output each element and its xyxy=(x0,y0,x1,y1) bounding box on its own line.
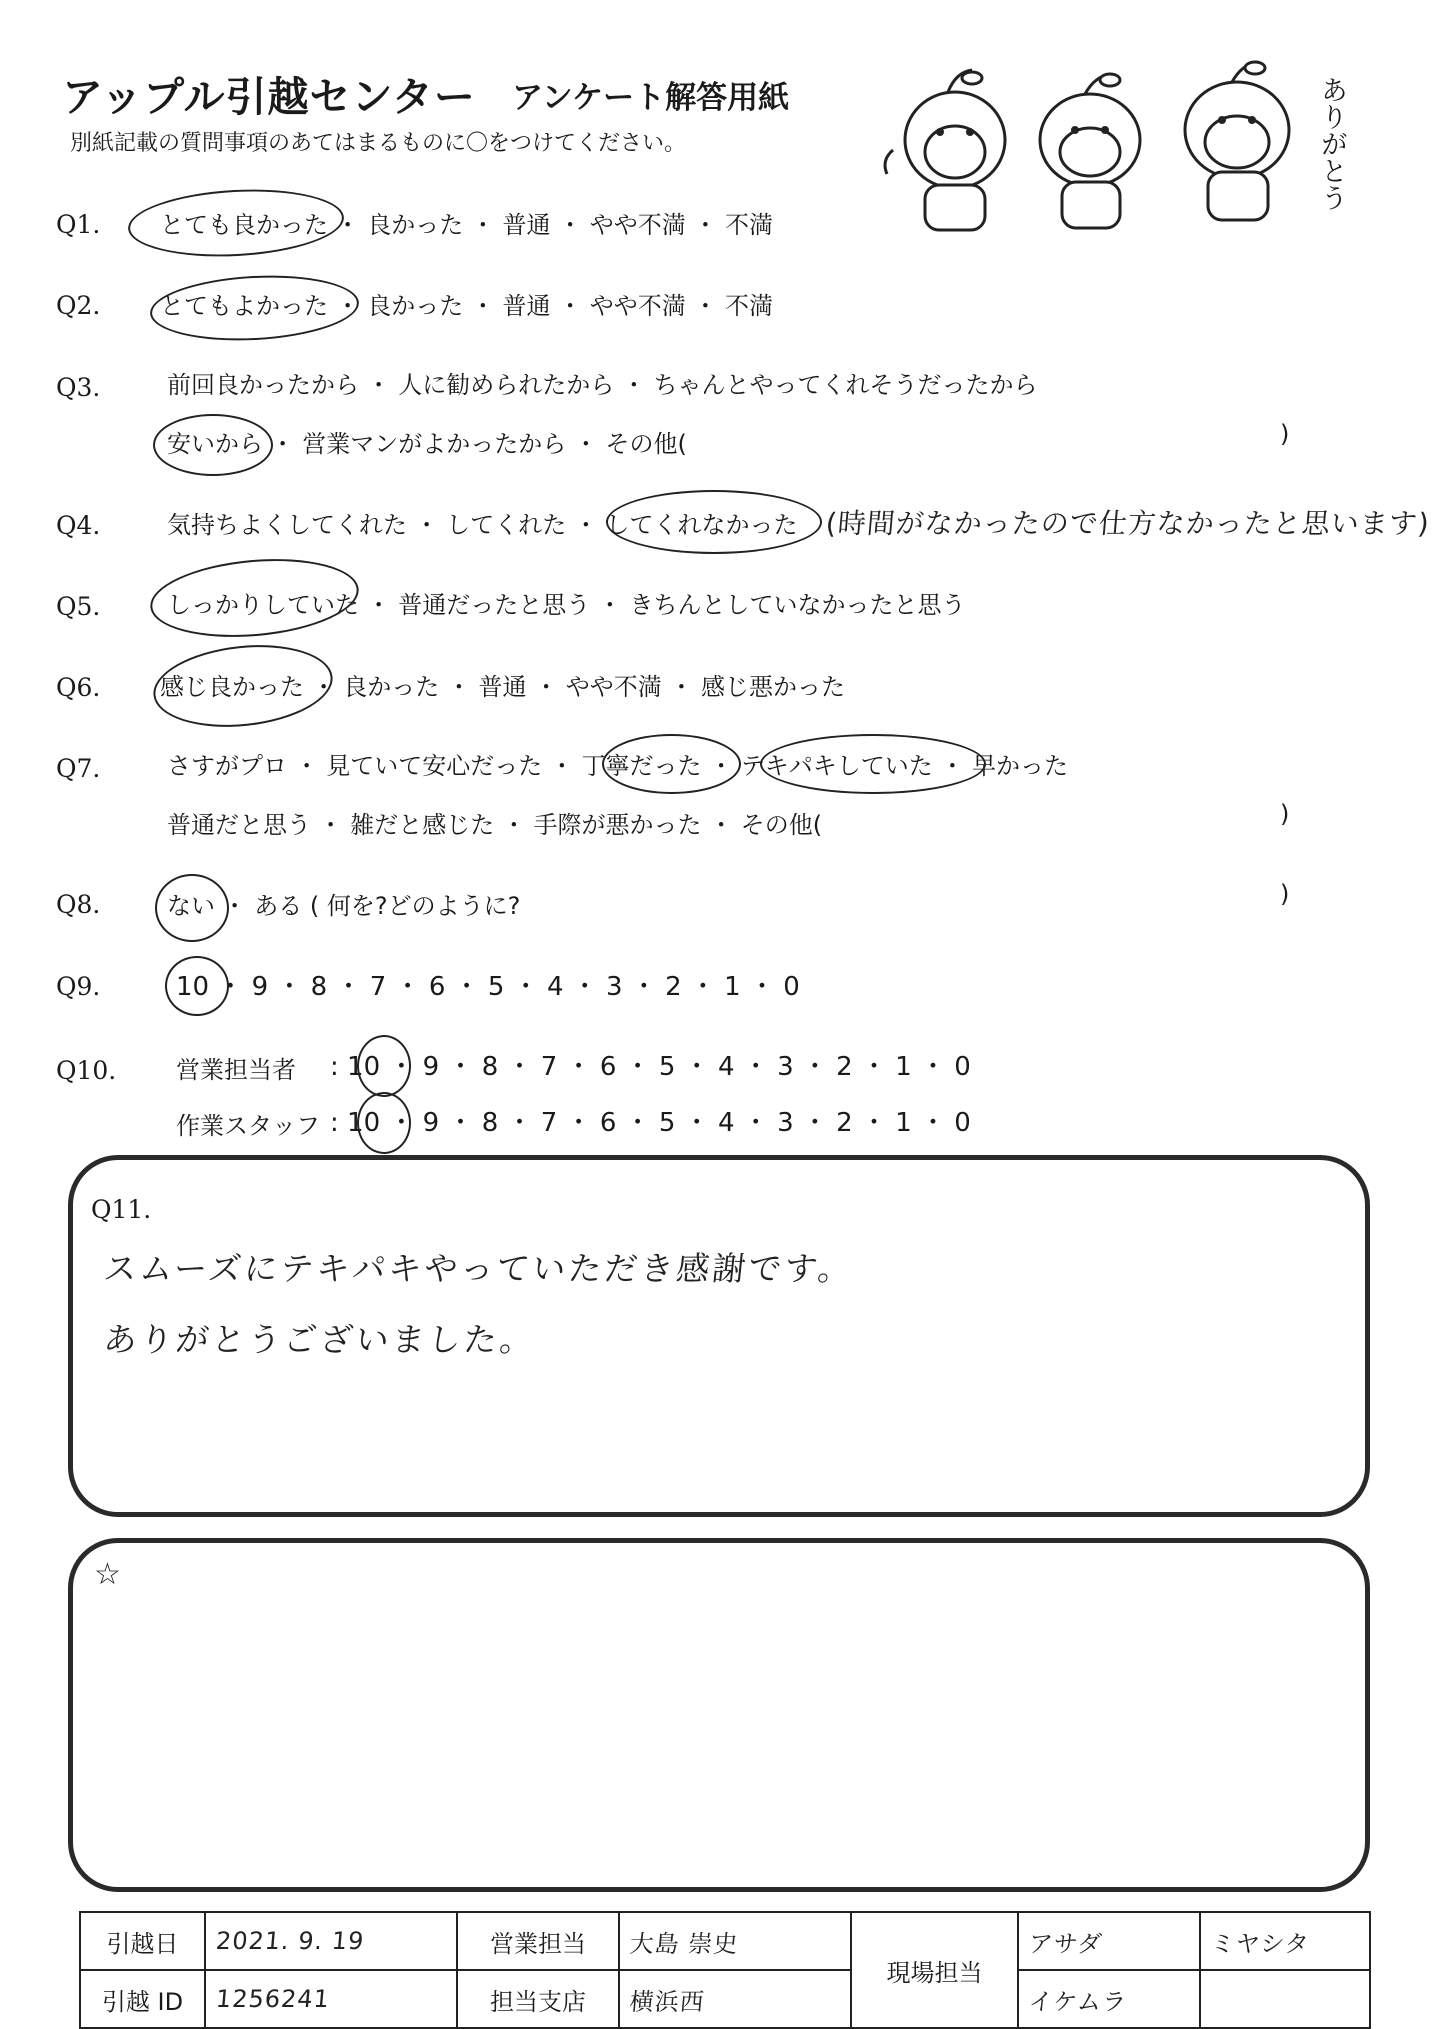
q2-label: Q2. xyxy=(56,291,101,320)
q3-label: Q3. xyxy=(56,373,101,402)
q8-selection-circle xyxy=(155,874,229,942)
site-staff-2: ミヤシタ xyxy=(1197,1912,1372,1970)
q10-label: Q10. xyxy=(56,1056,117,1085)
instruction-text: 別紙記載の質問事項のあてはまるものに〇をつけてください。 xyxy=(70,131,687,156)
q2-selection-circle xyxy=(148,271,360,346)
q10-sales-selection-circle xyxy=(357,1035,411,1097)
company-title: アップル引越センター xyxy=(62,73,476,121)
q5-selection-circle xyxy=(147,551,362,645)
q4-label: Q4. xyxy=(56,511,101,540)
branch-value: 横浜西 xyxy=(616,1970,853,2028)
thanks-text: ありがとう xyxy=(1316,76,1347,211)
branch-label: 担当支店 xyxy=(457,1970,619,2028)
q4-options[interactable]: 気持ちよくしてくれた ・ してくれた ・ してくれなかった xyxy=(167,511,798,539)
q7-selection-circle-polite xyxy=(602,734,741,794)
star-notes-box xyxy=(68,1538,1370,1892)
q10-staff-scale[interactable]: : 10 ・ 9 ・ 8 ・ 7 ・ 6 ・ 5 ・ 4 ・ 3 ・ 2 ・ 1 ・ 0 xyxy=(330,1108,971,1138)
q9-scale[interactable]: 10 ・ 9 ・ 8 ・ 7 ・ 6 ・ 5 ・ 4 ・ 3 ・ 2 ・ 1 ・ 0 xyxy=(176,972,800,1002)
form-subtitle: アンケート解答用紙 xyxy=(512,80,790,116)
q8-close-paren: ) xyxy=(1280,880,1290,908)
q7-options-line2[interactable]: 普通だと思う ・ 雑だと感じた ・ 手際が悪かった ・ その他( xyxy=(167,811,823,839)
q6-selection-circle xyxy=(149,637,336,735)
star-icon: ☆ xyxy=(94,1557,121,1592)
q7-selection-circle-brisk xyxy=(760,734,986,794)
sales-rep-label: 営業担当 xyxy=(457,1912,619,1970)
q9-label: Q9. xyxy=(56,972,101,1001)
move-date-label: 引越日 xyxy=(80,1912,205,1970)
q7-close-paren: ) xyxy=(1280,800,1290,828)
q6-label: Q6. xyxy=(56,673,101,702)
q6-options[interactable]: 感じ良かった ・ 良かった ・ 普通 ・ やや不満 ・ 感じ悪かった xyxy=(160,673,846,701)
sales-rep-value: 大島 崇史 xyxy=(616,1912,853,1970)
footer-info-table xyxy=(79,1911,1371,2029)
q3-close-paren: ) xyxy=(1280,420,1290,448)
q3-selection-circle xyxy=(153,414,273,476)
site-staff-3: イケムラ xyxy=(1015,1970,1202,2028)
q11-comment-line2: ありがとうございました。 xyxy=(101,1320,538,1359)
q1-options[interactable]: とても良かった ・ 良かった ・ 普通 ・ やや不満 ・ 不満 xyxy=(160,211,774,239)
q11-label: Q11. xyxy=(91,1195,152,1224)
q10-sales-label: 営業担当者 xyxy=(176,1056,296,1084)
q4-handwritten-note: (時間がなかったので仕方なかったと思います) xyxy=(824,507,1432,540)
q4-selection-circle xyxy=(606,490,822,554)
q8-label: Q8. xyxy=(56,890,101,919)
q7-label: Q7. xyxy=(56,754,101,783)
q11-comment-line1: スムーズにテキパキやっていただき感謝です。 xyxy=(101,1249,856,1288)
q2-options[interactable]: とてもよかった ・ 良かった ・ 普通 ・ やや不満 ・ 不満 xyxy=(160,292,774,320)
site-staff-4 xyxy=(1197,1970,1372,2028)
q7-options-line1[interactable]: さすがプロ ・ 見ていて安心だった ・ 丁寧だった ・ テキパキしていた ・ 早かった xyxy=(167,752,1069,780)
move-id-value: 1256241 xyxy=(202,1970,459,2028)
q8-options[interactable]: ない ・ ある ( 何を?どのように? xyxy=(167,892,521,920)
site-staff-label: 現場担当 xyxy=(851,1912,1018,2028)
move-id-label: 引越 ID xyxy=(80,1970,205,2028)
q5-options[interactable]: しっかりしていた ・ 普通だったと思う ・ きちんとしていなかったと思う xyxy=(167,591,966,619)
q9-selection-circle xyxy=(165,956,229,1016)
q10-sales-scale[interactable]: : 10 ・ 9 ・ 8 ・ 7 ・ 6 ・ 5 ・ 4 ・ 3 ・ 2 ・ 1 ・ 0 xyxy=(330,1052,971,1082)
q3-options-line2[interactable]: 安いから ・ 営業マンがよかったから ・ その他( xyxy=(167,430,687,458)
q10-staff-label: 作業スタッフ xyxy=(176,1112,320,1140)
q10-staff-selection-circle xyxy=(357,1092,411,1154)
move-date-value: 2021. 9. 19 xyxy=(202,1912,459,1970)
q1-label: Q1. xyxy=(56,210,101,239)
q5-label: Q5. xyxy=(56,592,101,621)
q3-options-line1[interactable]: 前回良かったから ・ 人に勧められたから ・ ちゃんとやってくれそうだったから xyxy=(167,371,1038,399)
site-staff-1: アサダ xyxy=(1015,1912,1202,1970)
